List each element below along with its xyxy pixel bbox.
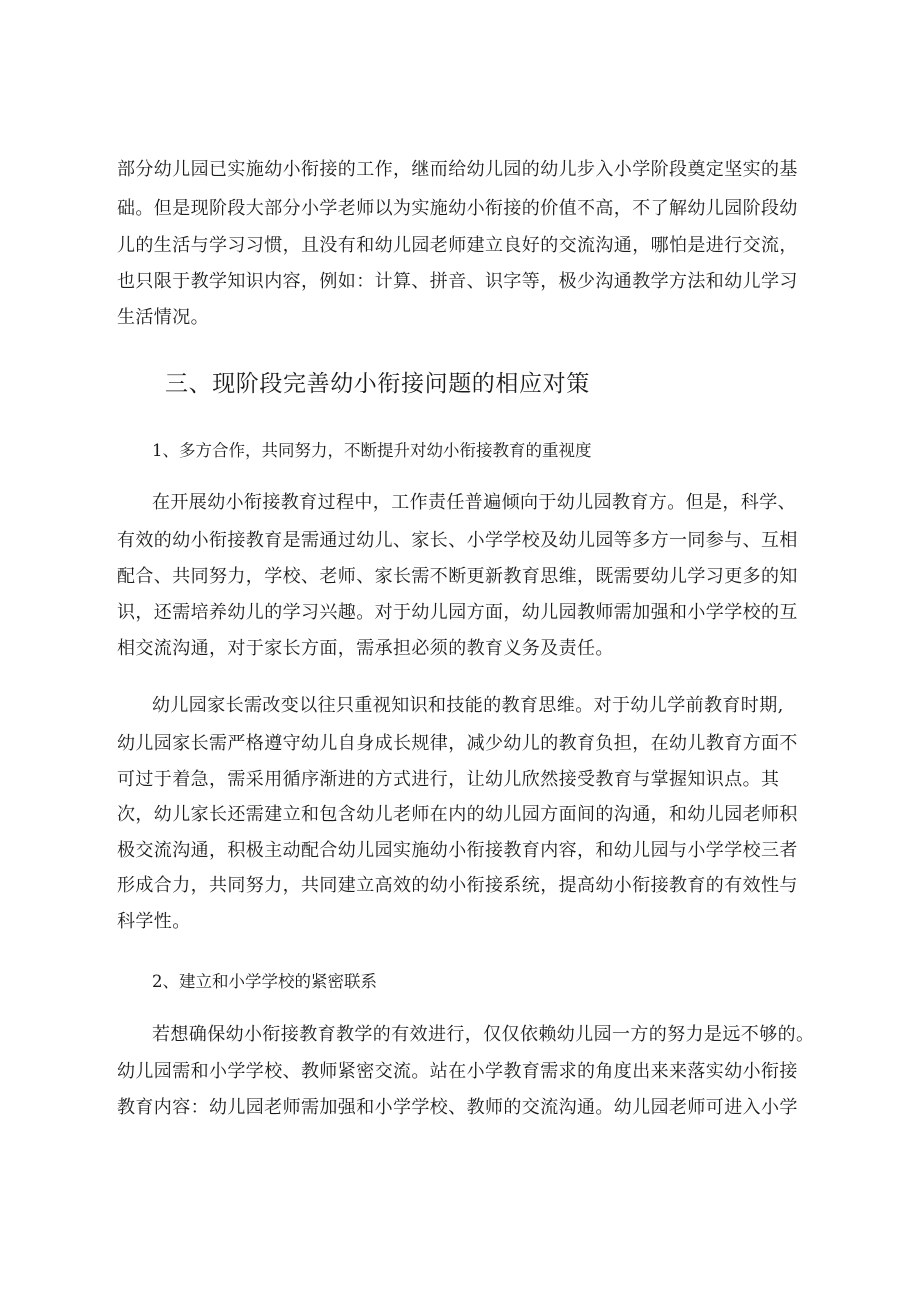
text-line: 在开展幼小衔接教育过程中，工作责任普遍倾向于幼儿园教育方。但是，科学、 [152, 492, 796, 513]
text-line: 若想确保幼小衔接教育教学的有效进行，仅仅依赖幼儿园一方的努力是远不够的。 [152, 1024, 815, 1045]
text-line: 部分幼儿园已实施幼小衔接的工作，继而给幼儿园的幼儿步入小学阶段奠定坚实的基 [117, 159, 798, 180]
text-line: 幼儿园家长需改变以往只重视知识和技能的教育思维。对于幼儿学前教育时期, [152, 695, 784, 716]
text-line: 有效的幼小衔接教育是需通过幼儿、家长、小学学校及幼儿园等多方一同参与、互相 [117, 530, 798, 551]
section-heading: 三、现阶段完善幼小衔接问题的相应对策 [165, 371, 590, 397]
text-line: 次，幼儿家长还需建立和包含幼儿老师在内的幼儿园方面间的沟通，和幼儿园老师积 [117, 804, 798, 825]
text-line: 儿的生活与学习习惯，且没有和幼儿园老师建立良好的交流沟通，哪怕是进行交流， [117, 235, 798, 256]
text-line: 可过于着急，需采用循序渐进的方式进行，让幼儿欣然接受教育与掌握知识点。其 [117, 769, 780, 790]
text-line: 识，还需培养幼儿的学习兴趣。对于幼儿园方面，幼儿园教师需加强和小学学校的互 [117, 602, 798, 623]
text-line: 相交流沟通，对于家长方面，需承担必须的教育义务及责任。 [117, 638, 614, 659]
text-line: 教育内容：幼儿园老师需加强和小学学校、教师的交流沟通。幼儿园老师可进入小学 [117, 1097, 798, 1118]
text-line: 础。但是现阶段大部分小学老师以为实施幼小衔接的价值不高，不了解幼儿园阶段幼 [117, 198, 798, 219]
text-line: 幼儿园需和小学学校、教师紧密交流。站在小学教育需求的角度出来来落实幼小衔接 [117, 1061, 798, 1082]
subheading-2: 2、建立和小学学校的紧密联系 [152, 972, 377, 991]
text-line: 极交流沟通，积极主动配合幼儿园实施幼小衔接教育内容，和幼儿园与小学学校三者 [117, 840, 798, 861]
text-line: 形成合力，共同努力，共同建立高效的幼小衔接系统，提高幼小衔接教育的有效性与 [117, 875, 798, 896]
text-line: 幼儿园家长需严格遵守幼儿自身成长规律，减少幼儿的教育负担，在幼儿教育方面不 [117, 733, 798, 754]
subheading-1: 1、多方合作，共同努力，不断提升对幼小衔接教育的重视度 [152, 441, 592, 460]
text-line: 也只限于教学知识内容，例如：计算、拼音、识字等，极少沟通教学方法和幼儿学习 [117, 271, 798, 292]
text-line: 生活情况。 [117, 307, 209, 328]
text-line: 配合、共同努力，学校、老师、家长需不断更新教育思维，既需要幼儿学习更多的知 [117, 566, 798, 587]
text-line: 科学性。 [117, 911, 191, 932]
